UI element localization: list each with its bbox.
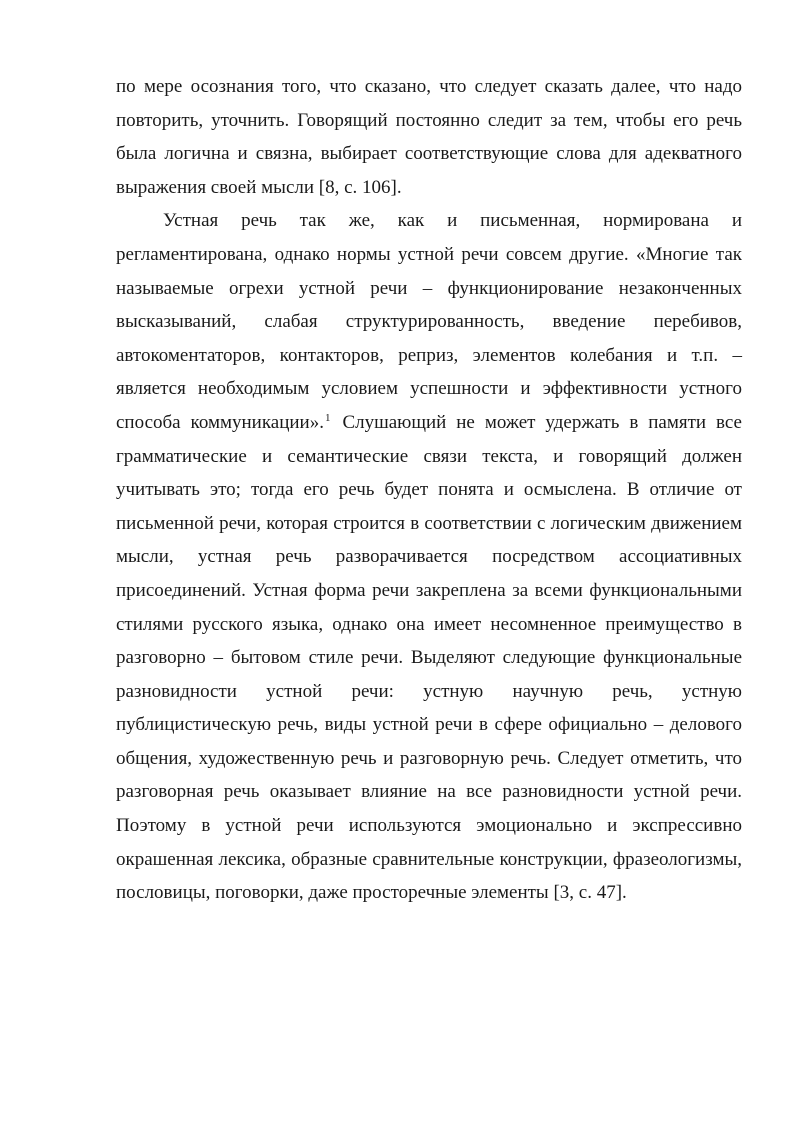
body-text — [116, 70, 742, 910]
paragraph-text: Слушающий не может удержать в памяти все грамматические и семантические связи текста, и говорящий должен учитывать это; тогда его речь будет понята и осмыслена. В отличие от письменной речи, которая строится в соответствии с логическим движением мысли, устная речь разворачивается посредством ассоциативных присоединений. Устная форма речи закреплена за всеми функциональными стилями русского языка, однако она имеет несомненное преимущество в разговорно – бытовом стиле речи. Выделяют следующие функциональные разновидности устной речи: устную научную речь, устную публицистическую речь, виды устной речи в сфере официально – делового общения, художественную речь и разговорную речь. Следует отметить, что разговорная речь оказывает влияние на все разновидности устной речи. Поэтому в устной речи используются эмоционально и экспрессивно окрашенная лексика, образные сравнительные конструкции, фразеологизмы, пословицы, поговорки, даже просторечные элементы [3, с. 47]. — [116, 411, 742, 904]
footnote-reference[interactable]: 1 — [324, 411, 331, 424]
paragraph-text: Устная речь так же, как и письменная, нормирована и регламентирована, однако нормы устной речи совсем другие. «Многие так называемые огрехи устной речи – функционирование незаконченных высказываний, слабая структурированность, введение перебивов, автокоментаторов, контакторов, реприз, элементов колебания и т.п. – является необходимым условием успешности и эффективности устного способа коммуникации». — [116, 210, 742, 433]
paragraph: по мере осознания того, что сказано, что следует сказать далее, что надо повторить, уточнить. Говорящий постоянно следит за тем, чтобы его речь была логична и связна, выбирает соответствующие слова для адекватного выражения своей мысли [8, с. 106]. — [116, 76, 742, 198]
paragraph — [116, 204, 742, 909]
